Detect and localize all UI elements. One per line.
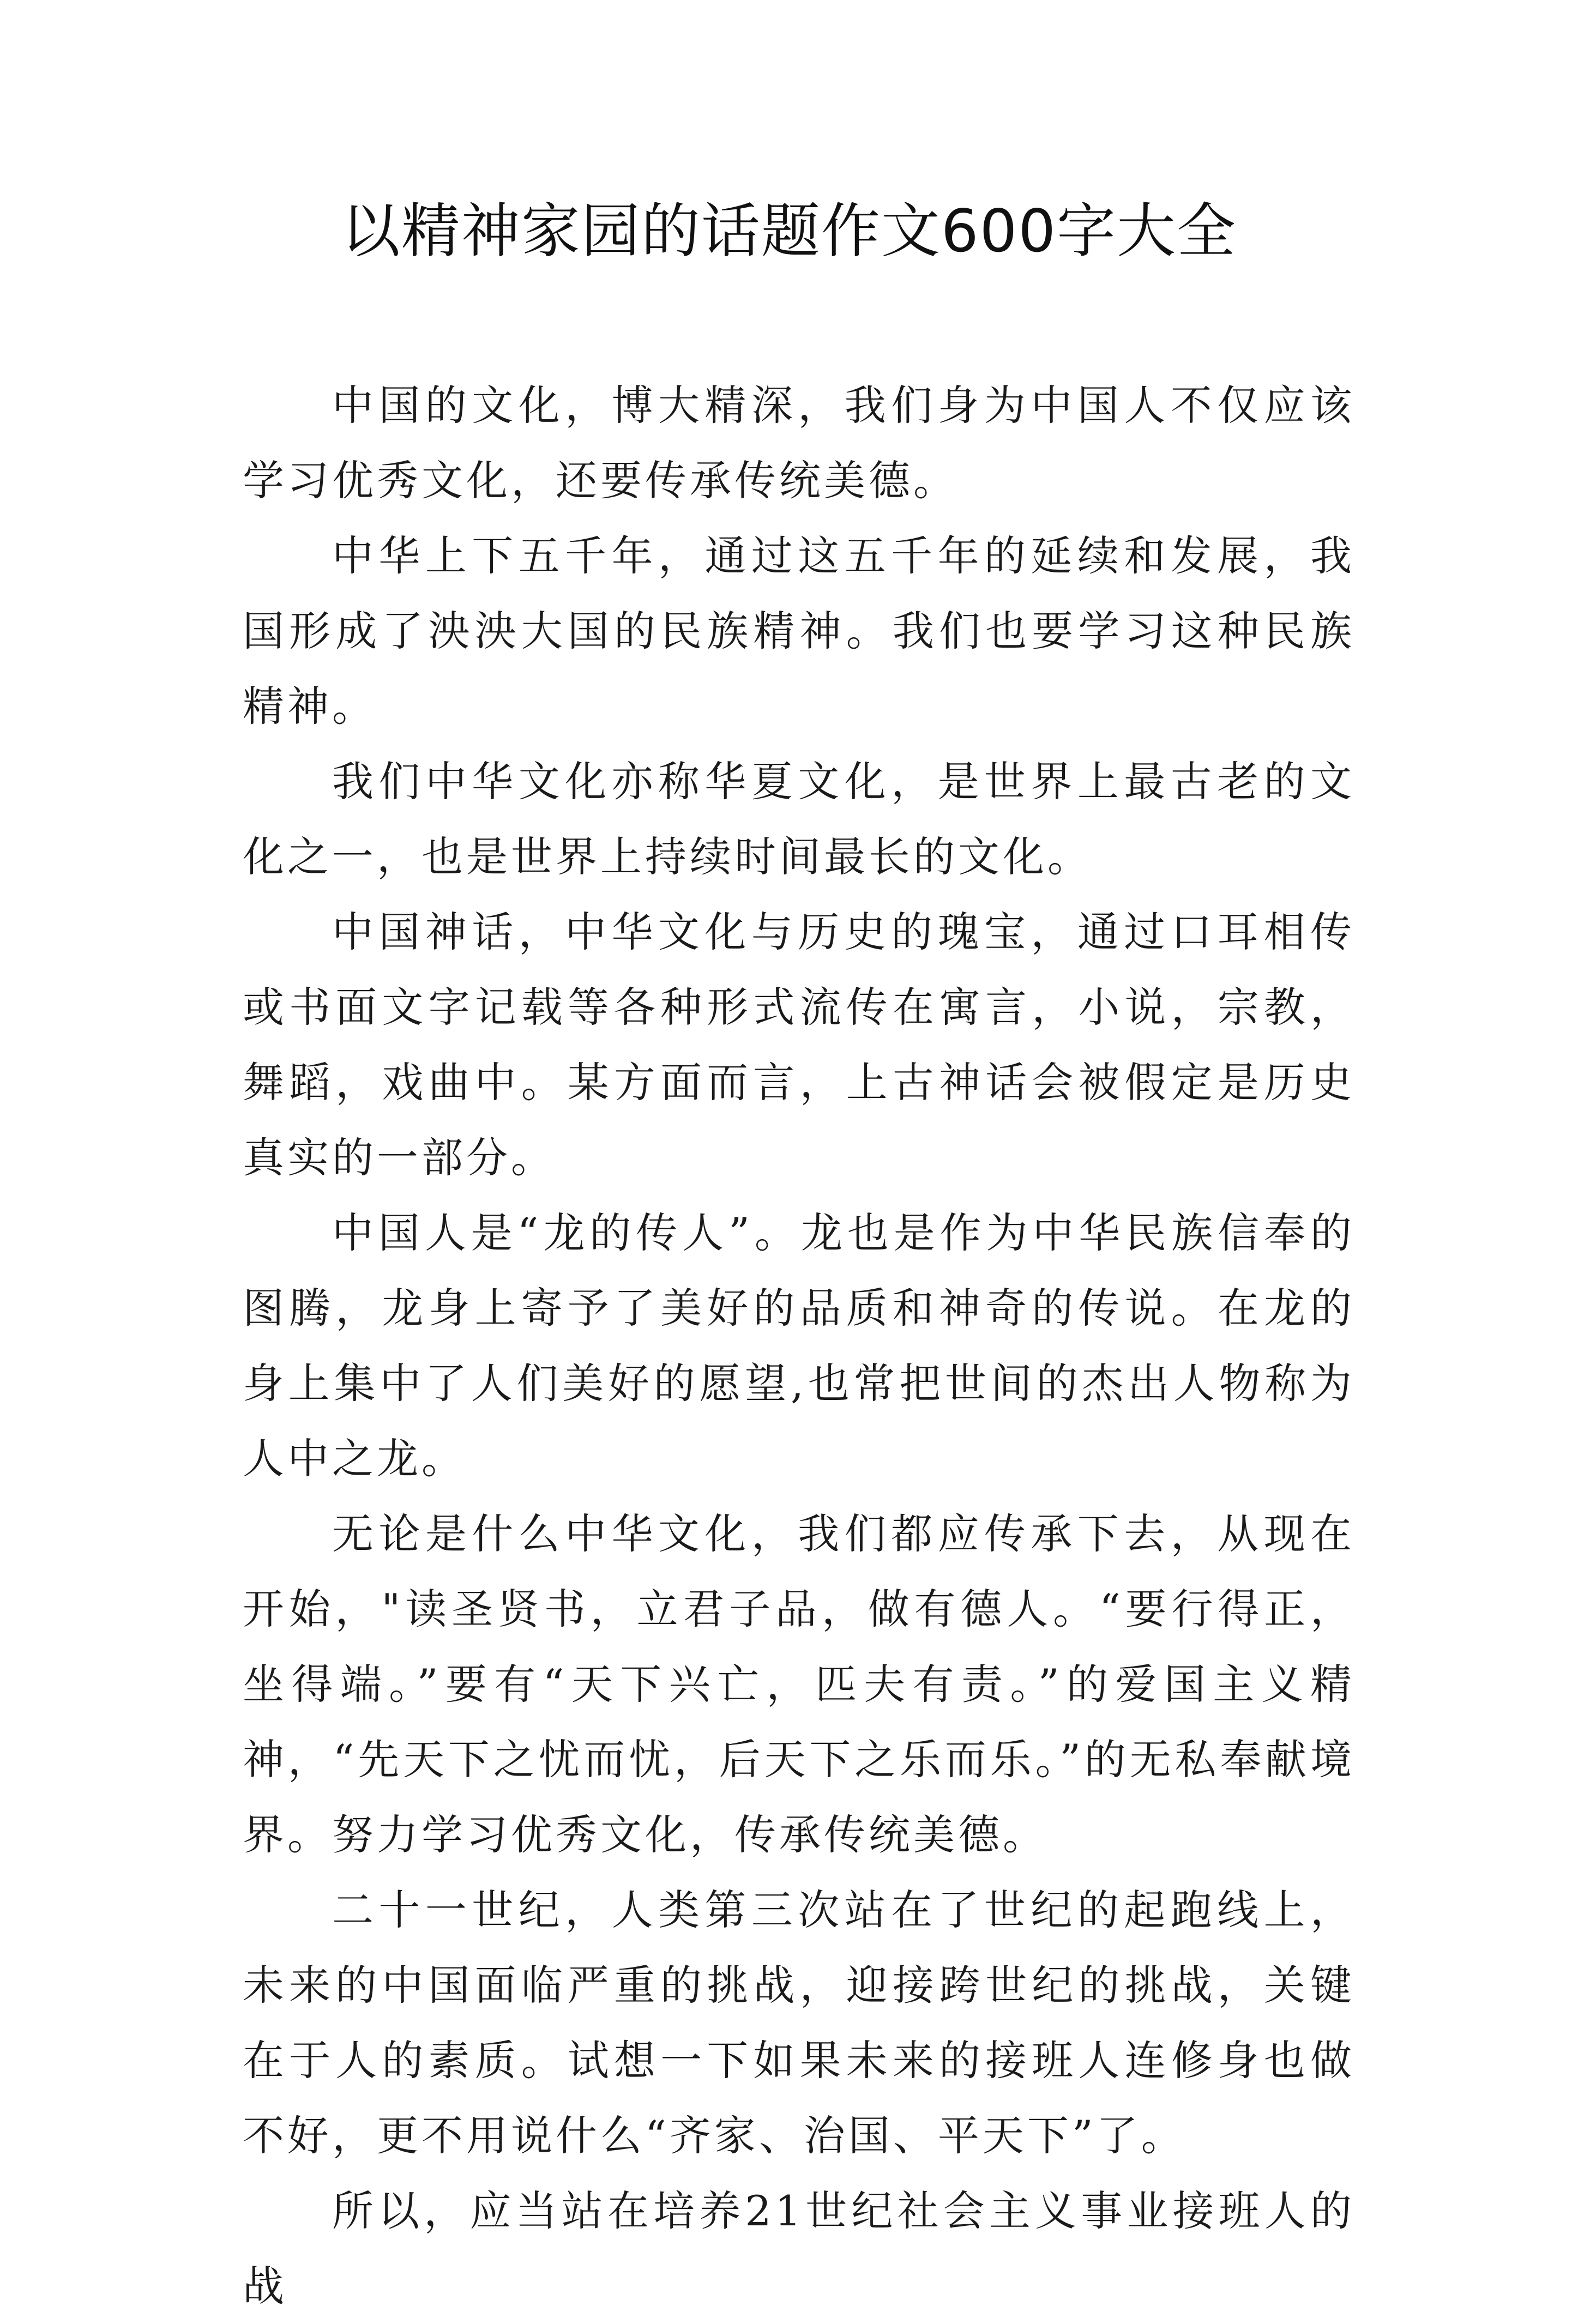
paragraph: 中国的文化，博大精深，我们身为中国人不仅应该学习优秀文化，还要传承传统美德。: [243, 381, 1355, 505]
paragraph: 我们中华文化亦称华夏文化，是世界上最古老的文化之一，也是世界上持续时间最长的文化。: [243, 757, 1355, 881]
paragraph: 所以，应当站在培养21世纪社会主义事业接班人的战: [243, 2187, 1355, 2310]
paragraph: 中国神话，中华文化与历史的瑰宝，通过口耳相传或书面文字记载等各种形式流传在寓言，小说，宗教，舞蹈，戏曲中。某方面而言，上古神话会被假定是历史真实的一部分。: [243, 908, 1355, 1182]
document-title: 以精神家园的话题作文600字大全: [341, 197, 1237, 265]
paragraph: 无论是什么中华文化，我们都应传承下去，从现在开始，"读圣贤书，立君子品，做有德人。“要行得正，坐得端。”要有“天下兴亡，匹夫有责。”的爱国主义精神，“先天下之忧而忧，后天下之乐而乐。”的无私奉献境界。努力学习优秀文化，传承传统美德。: [243, 1510, 1355, 1859]
paragraph: 中国人是“龙的传人”。龙也是作为中华民族信奉的图腾，龙身上寄予了美好的品质和神奇的传说。在龙的身上集中了人们美好的愿望,也常把世间的杰出人物称为人中之龙。: [243, 1209, 1355, 1483]
document-body: [243, 368, 1355, 2324]
paragraph: 中华上下五千年，通过这五千年的延续和发展，我国形成了泱泱大国的民族精神。我们也要学习这种民族精神。: [243, 532, 1355, 731]
paragraph: 二十一世纪，人类第三次站在了世纪的起跑线上，未来的中国面临严重的挑战，迎接跨世纪的挑战，关键在于人的素质。试想一下如果未来的接班人连修身也做不好，更不用说什么“齐家、治国、平天下”了。: [243, 1886, 1355, 2160]
